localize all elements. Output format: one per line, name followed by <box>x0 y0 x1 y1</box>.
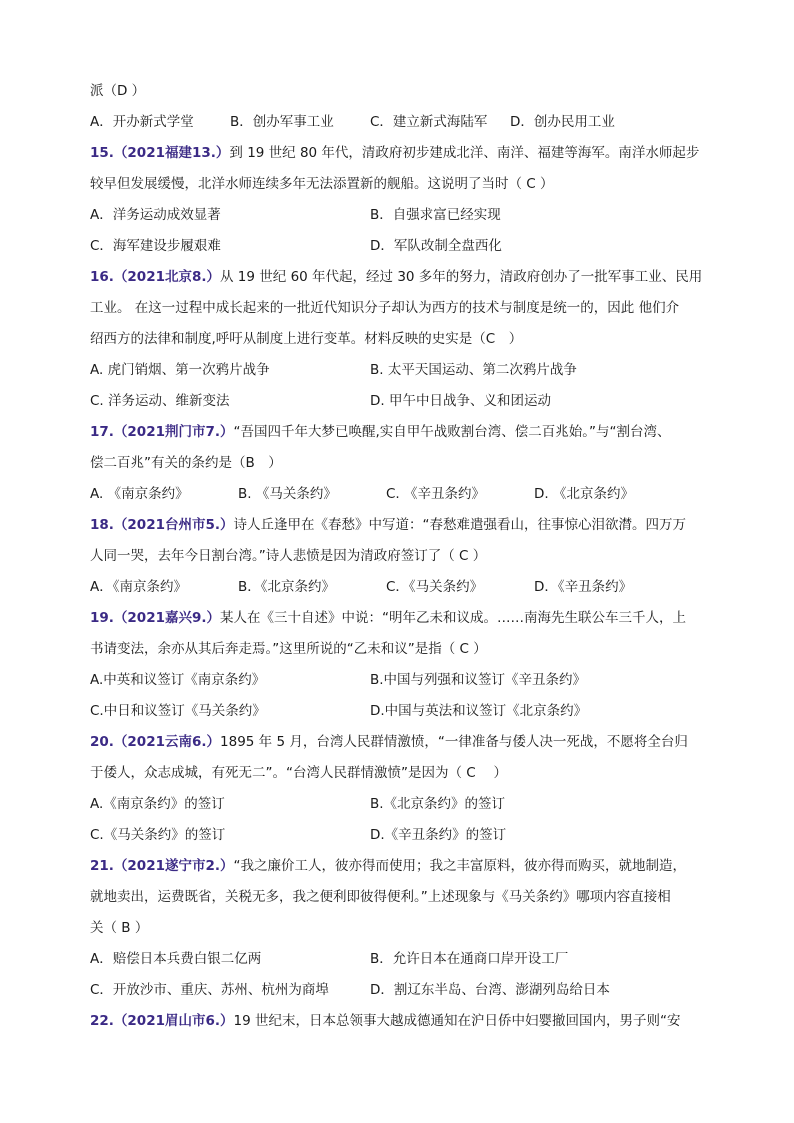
q16-options-ab <box>90 359 710 390</box>
q20-options-cd <box>90 824 710 855</box>
q14-options <box>90 111 710 142</box>
q18-option-d: D．《辛丑条约》 <box>534 579 633 595</box>
q15-stem-2: 较早但发展缓慢，北洋水师连续多年无法添置新的舰船。这说明了当时（ C ） <box>90 176 554 192</box>
q19-option-b: B.中国与列强和议签订《辛丑条约》 <box>370 672 587 688</box>
question-page <box>90 80 710 1041</box>
q17-line-1 <box>90 421 710 452</box>
q15-option-a: A．洋务运动成效显著 <box>90 207 221 223</box>
q15-option-c: C．海军建设步履艰难 <box>90 238 221 254</box>
q16-stem-1: 从 19 世纪 60 年代起，经过 30 多年的努力，清政府创办了一批军事工业、民用 <box>220 269 703 285</box>
q21-stem-3: 关（ B ） <box>90 920 149 936</box>
q16-options-cd <box>90 390 710 421</box>
q15-heading: 15.（2021福建13.） <box>90 145 230 161</box>
q19-stem-2: 书请变法，余亦从其后奔走焉。”这里所说的“乙未和议”是指（ C ） <box>90 641 487 657</box>
q16-option-b: B. 太平天国运动、第二次鸦片战争 <box>370 362 577 378</box>
q14-option-b: B．创办军事工业 <box>230 114 334 130</box>
q16-line-1 <box>90 266 710 297</box>
q20-option-a: A.《南京条约》的签订 <box>90 796 225 812</box>
q20-stem-2: 于倭人，众志成城，有死无二”。“台湾人民群情激愤”是因为（ C ） <box>90 765 507 781</box>
q16-heading: 16.（2021北京8.） <box>90 269 221 285</box>
q17-option-b: B. 《马关条约》 <box>238 486 337 502</box>
q14-option-d: D．创办民用工业 <box>510 114 615 130</box>
q15-stem-1: 到 19 世纪 80 年代，清政府初步建成北洋、南洋、福建等海军。南洋水师起步 <box>229 145 700 161</box>
q21-option-d: D．割辽东半岛、台湾、澎湖列岛给日本 <box>370 982 610 998</box>
q19-option-d: D.中国与英法和议签订《北京条约》 <box>370 703 588 719</box>
q14-option-c: C．建立新式海陆军 <box>370 114 488 130</box>
q18-stem-1: 诗人丘逢甲在《春愁》中写道：“春愁难遣强看山，往事惊心泪欲潸。四万万 <box>233 517 687 533</box>
q15-options-ab <box>90 204 710 235</box>
q18-option-a: A．《南京条约》 <box>90 579 187 595</box>
q18-options <box>90 576 710 607</box>
q18-option-c: C．《马关条约》 <box>386 579 484 595</box>
q20-heading: 20.（2021云南6.） <box>90 734 221 750</box>
q17-heading: 17.（2021荆门市7.） <box>90 424 234 440</box>
q20-option-c: C.《马关条约》的签订 <box>90 827 226 843</box>
q20-line-1 <box>90 731 710 762</box>
q19-options-cd <box>90 700 710 731</box>
q18-option-b: B．《北京条约》 <box>238 579 336 595</box>
q20-options-ab <box>90 793 710 824</box>
q21-options-cd <box>90 979 710 1010</box>
q16-stem-3: 绍西方的法律和制度,呼吁从制度上进行变革。材料反映的史实是（C ） <box>90 331 523 347</box>
q14-tail: 派（D ） <box>90 83 146 99</box>
q19-heading: 19.（2021嘉兴9.） <box>90 610 221 626</box>
q20-option-b: B.《北京条约》的签订 <box>370 796 506 812</box>
q17-option-a: A. 《南京条约》 <box>90 486 189 502</box>
q16-option-a: A. 虎门销烟、第一次鸦片战争 <box>90 362 270 378</box>
q21-option-b: B．允许日本在通商口岸开设工厂 <box>370 951 569 967</box>
q19-option-c: C.中日和议签订《马关条约》 <box>90 703 266 719</box>
q15-option-b: B．自强求富已经实现 <box>370 207 501 223</box>
q19-line-1 <box>90 607 710 638</box>
q17-stem-1: “吾国四千年大梦已唤醒,实自甲午战败割台湾、偿二百兆始。”与“割台湾、 <box>233 424 671 440</box>
q15-option-d: D．军队改制全盘西化 <box>370 238 502 254</box>
q15-line-1 <box>90 142 710 173</box>
q17-options <box>90 483 710 514</box>
q17-option-d: D. 《北京条约》 <box>534 486 634 502</box>
q19-options-ab <box>90 669 710 700</box>
q17-option-c: C. 《辛丑条约》 <box>386 486 486 502</box>
q18-stem-2: 人同一哭，去年今日割台湾。”诗人悲愤是因为清政府签订了（ C ） <box>90 548 487 564</box>
q15-options-cd <box>90 235 710 266</box>
q21-option-a: A．赔偿日本兵费白银二亿两 <box>90 951 262 967</box>
q21-line-1 <box>90 855 710 886</box>
q14-option-a: A．开办新式学堂 <box>90 114 194 130</box>
q21-stem-1: “我之廉价工人，彼亦得而使用；我之丰富原料，彼亦得而购买，就地制造， <box>233 858 687 874</box>
q21-heading: 21.（2021遂宁市2.） <box>90 858 234 874</box>
q18-line-1 <box>90 514 710 545</box>
q20-option-d: D.《辛丑条约》的签订 <box>370 827 507 843</box>
q16-option-c: C. 洋务运动、维新变法 <box>90 393 230 409</box>
q22-line-1 <box>90 1010 710 1041</box>
q22-heading: 22.（2021眉山市6.） <box>90 1013 234 1029</box>
q21-options-ab <box>90 948 710 979</box>
q16-option-d: D. 甲午中日战争、义和团运动 <box>370 393 551 409</box>
q19-option-a: A.中英和议签订《南京条约》 <box>90 672 266 688</box>
q16-stem-2: 工业。 在这一过程中成长起来的一批近代知识分子却认为西方的技术与制度是统一的，因此 他们介 <box>90 300 680 316</box>
q22-stem-1: 19 世纪末，日本总领事大越成德通知在沪日侨中妇婴撤回国内，男子则“安 <box>233 1013 681 1029</box>
q17-stem-2: 偿二百兆”有关的条约是（B ） <box>90 455 282 471</box>
q19-stem-1: 某人在《三十自述》中说：“明年乙未和议成。……南海先生联公车三千人，上 <box>220 610 687 626</box>
q21-stem-2: 就地卖出，运费既省，关税无多，我之便利即彼得便利。”上述现象与《马关条约》哪项内容直接相 <box>90 889 671 905</box>
q20-stem-1: 1895 年 5 月，台湾人民群情激愤，“一律准备与倭人决一死战，不愿将全台归 <box>220 734 688 750</box>
q18-heading: 18.（2021台州市5.） <box>90 517 234 533</box>
q21-option-c: C．开放沙市、重庆、苏州、杭州为商埠 <box>90 982 329 998</box>
